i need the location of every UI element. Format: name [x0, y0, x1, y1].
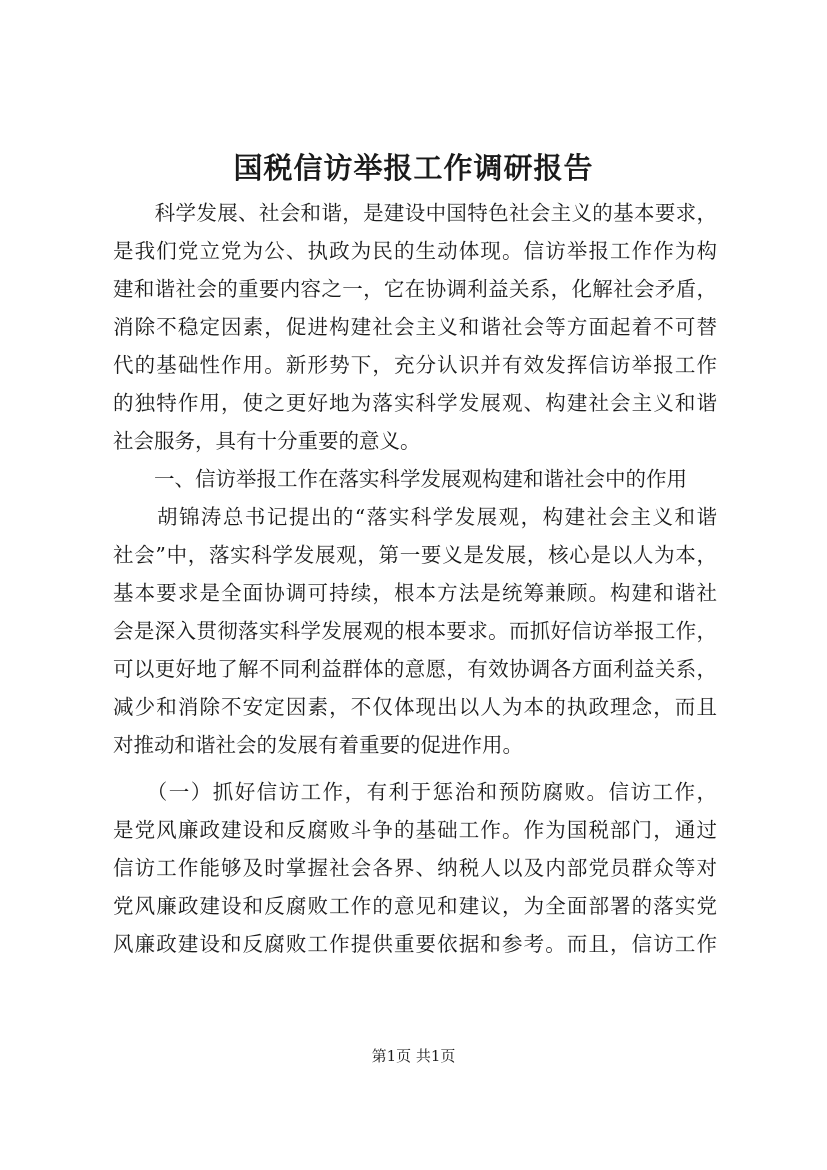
body-line: 建和谐社会的重要内容之一，它在协调利益关系，化解社会矛盾， — [113, 277, 717, 301]
body-line: 代的基础性作用。新形势下，充分认识并有效发挥信访举报工作 — [113, 353, 717, 377]
body-line: 风廉政建设和反腐败工作提供重要依据和参考。而且，信访工作 — [113, 932, 717, 956]
body-line: 基本要求是全面协调可持续，根本方法是统筹兼顾。构建和谐社 — [113, 581, 717, 605]
body-line: 科学发展、社会和谐，是建设中国特色社会主义的基本要求， — [113, 201, 717, 225]
body-line: 会是深入贯彻落实科学发展观的根本要求。而抓好信访举报工作， — [113, 619, 717, 643]
paragraph-gap — [113, 764, 717, 773]
body-line: 党风廉政建设和反腐败工作的意见和建议，为全面部署的落实党 — [113, 894, 717, 918]
page-footer: 第1页 共1页 — [371, 1047, 456, 1065]
body-line: 的独特作用，使之更好地为落实科学发展观、构建社会主义和谐 — [113, 391, 717, 415]
body-line: 消除不稳定因素，促进构建社会主义和谐社会等方面起着不可替 — [113, 315, 717, 339]
body-line: 减少和消除不安定因素，不仅体现出以人为本的执政理念，而且 — [113, 695, 717, 719]
body-line: 是党风廉政建设和反腐败斗争的基础工作。作为国税部门，通过 — [113, 818, 717, 842]
body-line: 对推动和谐社会的发展有着重要的促进作用。 — [113, 733, 523, 757]
body-line: 是我们党立党为公、执政为民的生动体现。信访举报工作作为构 — [113, 239, 717, 263]
body-line: 社会服务，具有十分重要的意义。 — [113, 429, 421, 453]
body-line: （一）抓好信访工作，有利于惩治和预防腐败。信访工作， — [113, 780, 717, 804]
body-line: 可以更好地了解不同利益群体的意愿，有效协调各方面利益关系， — [113, 657, 717, 681]
document-body — [113, 194, 717, 963]
body-line: 信访工作能够及时掌握社会各界、纳税人以及内部党员群众等对 — [113, 856, 717, 880]
document-title: 国税信访举报工作调研报告 — [233, 151, 594, 185]
section-heading: 一、信访举报工作在落实科学发展观构建和谐社会中的作用 — [113, 467, 687, 491]
body-line: 社会”中，落实科学发展观，第一要义是发展，核心是以人为本， — [113, 543, 717, 567]
body-line: 胡锦涛总书记提出的“落实科学发展观，构建社会主义和谐 — [113, 505, 717, 529]
